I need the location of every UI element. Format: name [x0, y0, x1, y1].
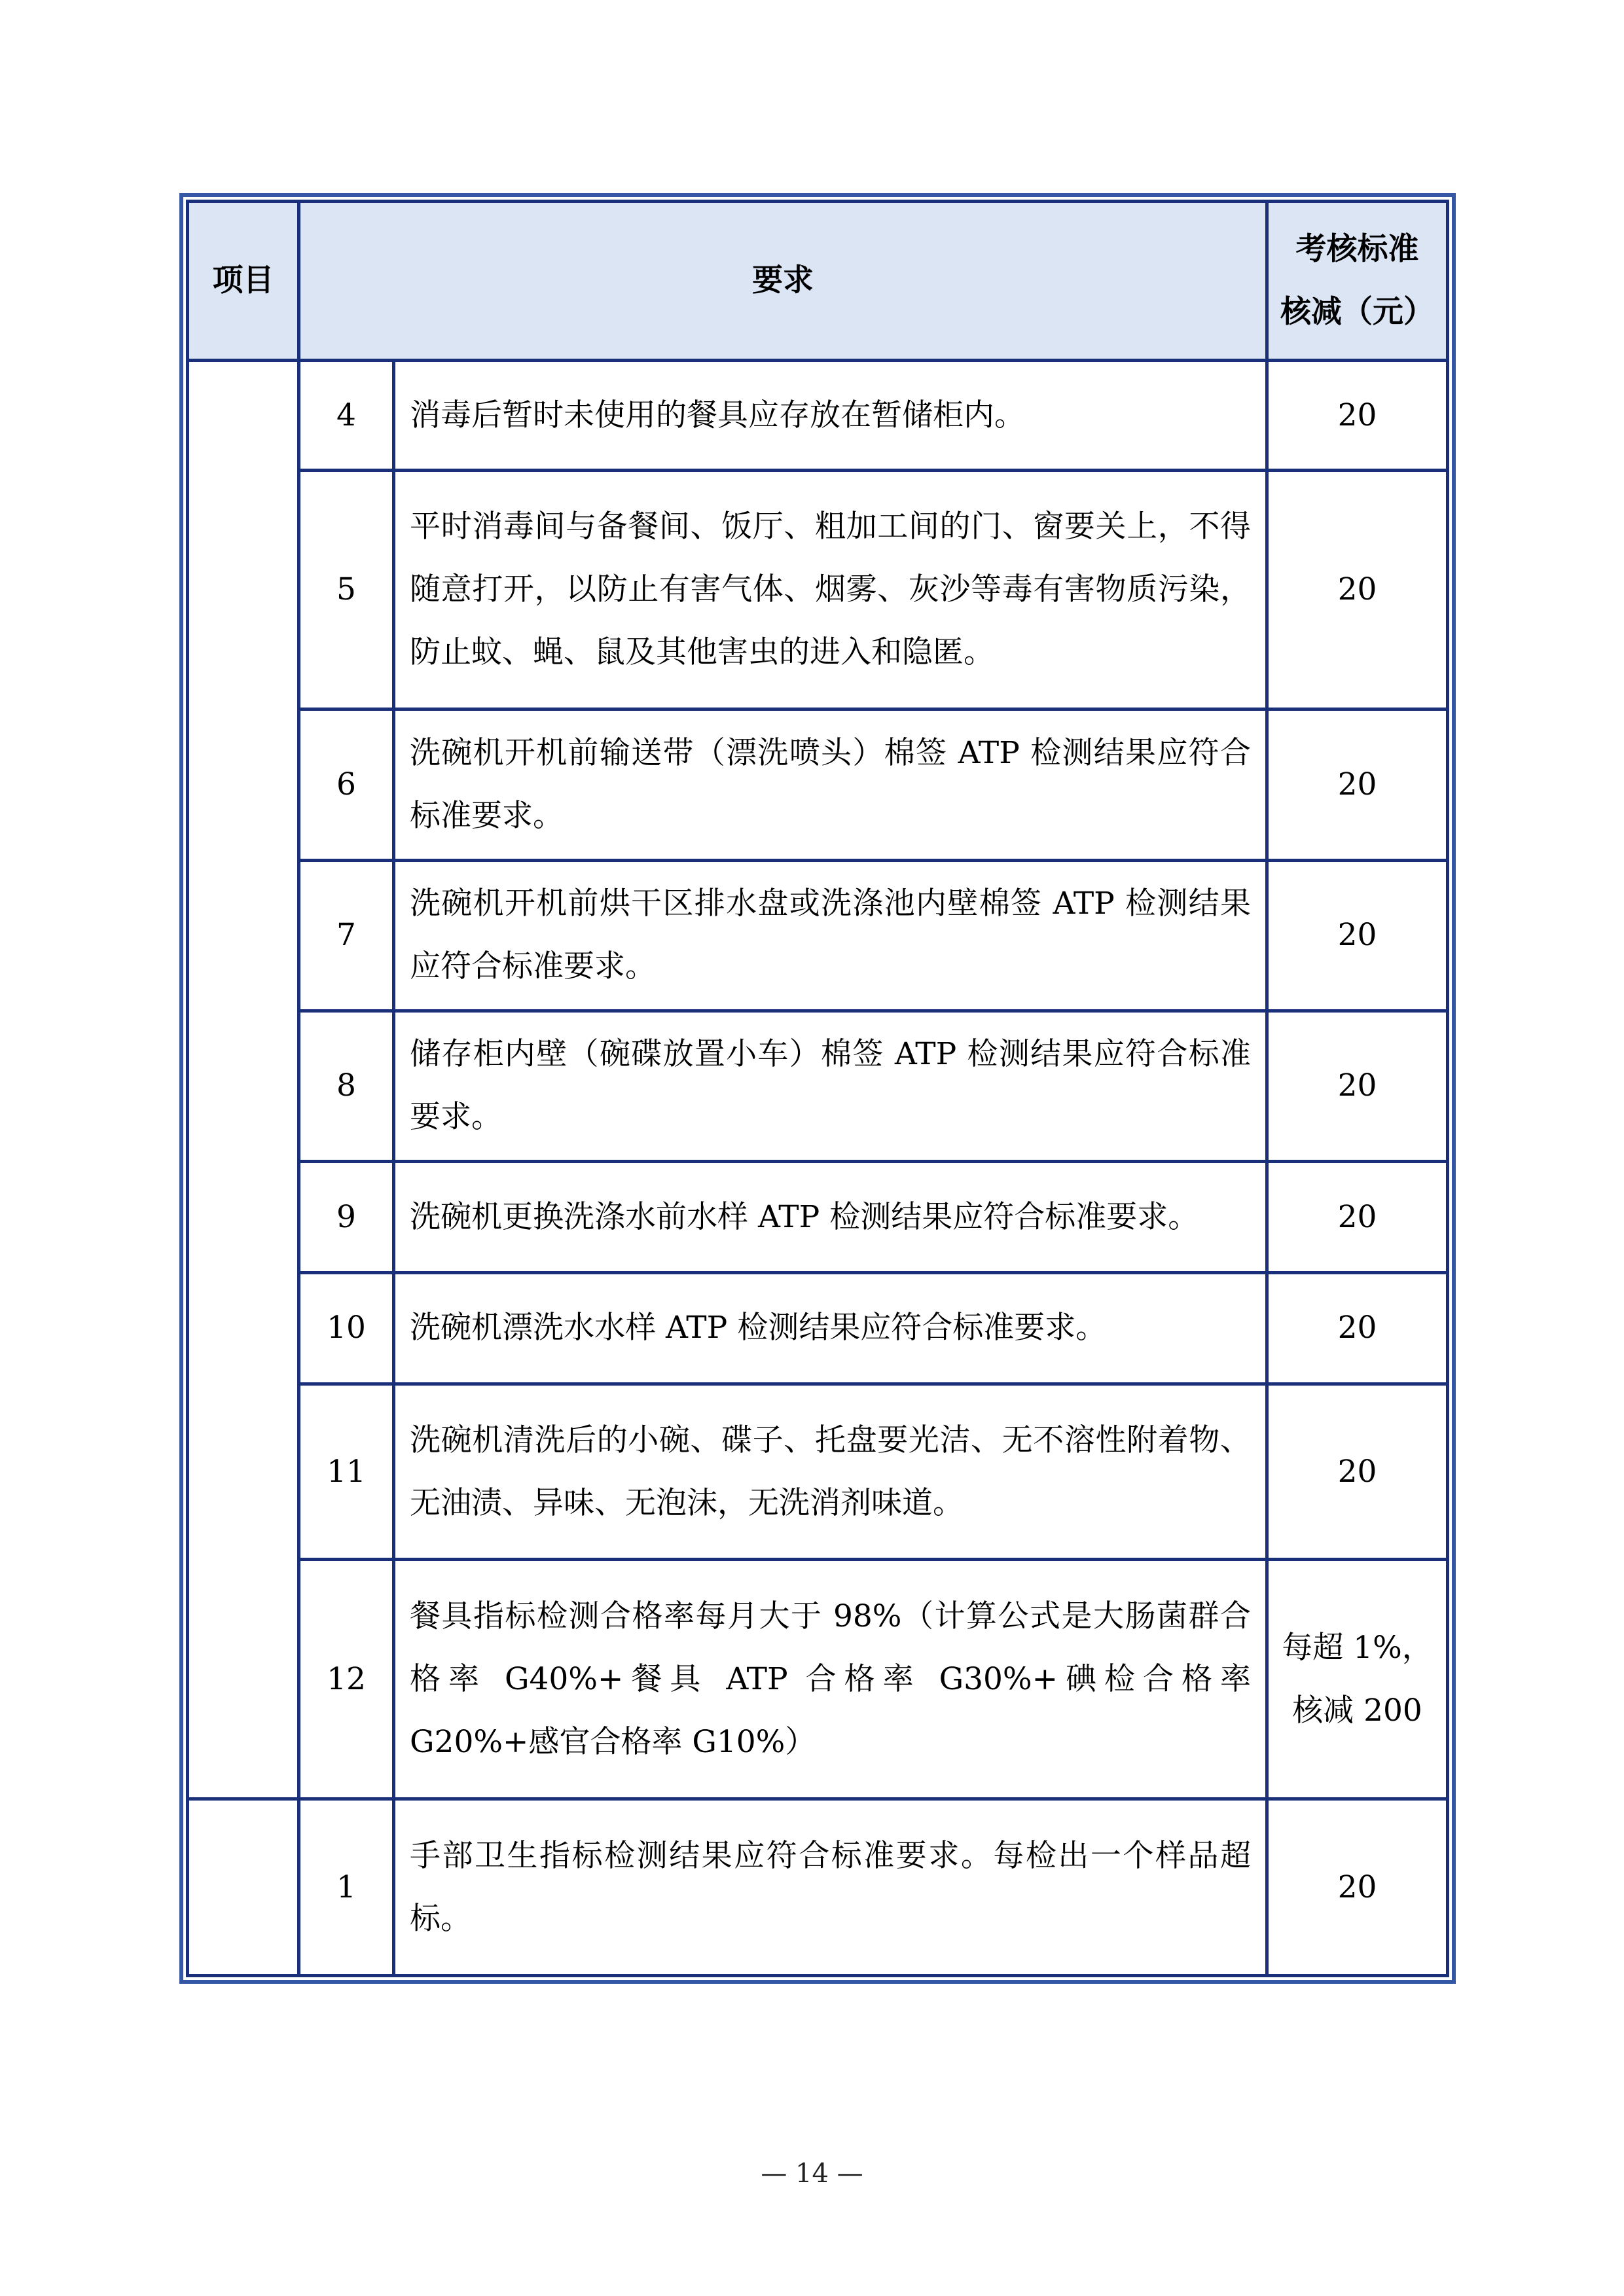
requirement-text: 洗碗机开机前烘干区排水盘或洗涤池内壁棉签 ATP 检测结果应符合标准要求。	[410, 886, 1251, 985]
row-requirement	[394, 860, 1267, 1011]
row-number: 12	[299, 1560, 394, 1799]
item-cell-group-1	[188, 361, 299, 1799]
row-requirement	[394, 1273, 1267, 1384]
row-score-line2: 核减 200	[1292, 1692, 1422, 1729]
row-score-line1: 每超 1%，	[1282, 1629, 1433, 1666]
requirement-text: 平时消毒间与备餐间、饭厅、粗加工间的门、窗要关上，不得随意打开，以防止有害气体、烟雾、灰沙等毒有害物质污染，防止蚊、蝇、鼠及其他害虫的进入和隐匿。	[410, 509, 1251, 671]
row-number: 4	[299, 361, 394, 471]
row-requirement	[394, 709, 1267, 860]
header-score	[1267, 202, 1448, 361]
table-row	[188, 471, 1448, 709]
header-requirement: 要求	[299, 202, 1267, 361]
requirement-text: 洗碗机更换洗涤水前水样 ATP 检测结果应符合标准要求。	[410, 1198, 1199, 1235]
header-score-line1: 考核标准	[1295, 231, 1419, 268]
row-score: 20	[1267, 1162, 1448, 1273]
row-score: 20	[1267, 471, 1448, 709]
row-requirement	[394, 1384, 1267, 1559]
assessment-table	[186, 200, 1449, 1977]
table-row	[188, 709, 1448, 860]
row-requirement	[394, 1560, 1267, 1799]
requirement-text: 消毒后暂时未使用的餐具应存放在暂储柜内。	[410, 397, 1025, 433]
row-score: 20	[1267, 361, 1448, 471]
row-score: 20	[1267, 860, 1448, 1011]
row-requirement	[394, 1162, 1267, 1273]
requirement-text: 储存柜内壁（碗碟放置小车）棉签 ATP 检测结果应符合标准要求。	[410, 1036, 1251, 1136]
row-requirement	[394, 1011, 1267, 1161]
header-score-line2: 核减（元）	[1280, 294, 1434, 331]
requirement-text: 洗碗机漂洗水水样 ATP 检测结果应符合标准要求。	[410, 1310, 1107, 1346]
table-row	[188, 860, 1448, 1011]
requirement-text: 手部卫生指标检测结果应符合标准要求。每检出一个样品超标。	[410, 1837, 1251, 1937]
row-number: 7	[299, 860, 394, 1011]
requirement-text: 洗碗机清洗后的小碗、碟子、托盘要光洁、无不溶性附着物、无油渍、异味、无泡沫，无洗消剂味道。	[410, 1422, 1251, 1521]
row-score: 20	[1267, 1384, 1448, 1559]
row-number: 10	[299, 1273, 394, 1384]
row-score: 20	[1267, 1011, 1448, 1161]
header-item: 项目	[188, 202, 299, 361]
page-number: — 14 —	[761, 2159, 863, 2189]
row-score	[1267, 1560, 1448, 1799]
table-row	[188, 361, 1448, 471]
table-row	[188, 1273, 1448, 1384]
table-row	[188, 1162, 1448, 1273]
requirement-text: 餐具指标检测合格率每月大于 98%（计算公式是大肠菌群合格率 G40%+餐具 ATP 合格率 G30%+碘检合格率 G20%+感官合格率 G10%）	[410, 1598, 1251, 1760]
row-score: 20	[1267, 709, 1448, 860]
row-number: 6	[299, 709, 394, 860]
table-row	[188, 1799, 1448, 1976]
table-row	[188, 1011, 1448, 1161]
row-score: 20	[1267, 1799, 1448, 1976]
row-number: 1	[299, 1799, 394, 1976]
row-number: 9	[299, 1162, 394, 1273]
table-row	[188, 1384, 1448, 1559]
item-cell-group-2	[188, 1799, 299, 1976]
table-header-row	[188, 202, 1448, 361]
row-requirement	[394, 471, 1267, 709]
row-requirement	[394, 1799, 1267, 1976]
table-row	[188, 1560, 1448, 1799]
row-number: 11	[299, 1384, 394, 1559]
row-number: 5	[299, 471, 394, 709]
assessment-table-frame	[179, 193, 1456, 1984]
requirement-text: 洗碗机开机前输送带（漂洗喷头）棉签 ATP 检测结果应符合标准要求。	[410, 734, 1251, 834]
row-number: 8	[299, 1011, 394, 1161]
row-requirement	[394, 361, 1267, 471]
row-score: 20	[1267, 1273, 1448, 1384]
